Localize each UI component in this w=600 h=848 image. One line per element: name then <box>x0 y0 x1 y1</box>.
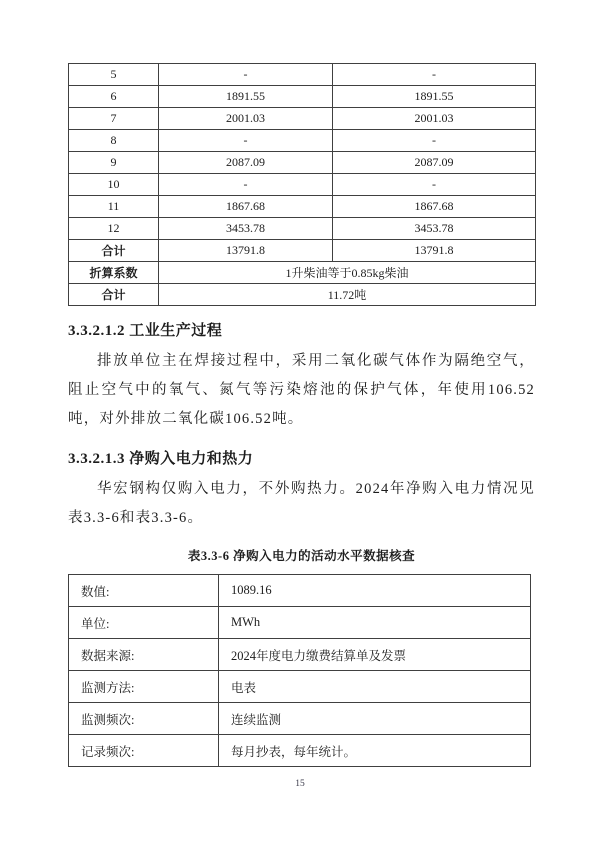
table-cell-label: 数值: <box>69 575 219 607</box>
table-cell-month: 12 <box>69 218 159 240</box>
diesel-consumption-table <box>68 63 536 306</box>
table-cell-value: 2087.09 <box>159 152 333 174</box>
table-cell-label: 监测频次: <box>69 703 219 735</box>
table-row <box>69 218 536 240</box>
page-content <box>68 63 535 767</box>
table-row-conversion-factor <box>69 262 536 284</box>
table-row <box>69 152 536 174</box>
table-cell-value: 1891.55 <box>159 86 333 108</box>
table-cell-value: 1891.55 <box>333 86 536 108</box>
table-row-total <box>69 240 536 262</box>
table-row <box>69 196 536 218</box>
table-cell-value: 1867.68 <box>333 196 536 218</box>
table-cell-value: - <box>159 174 333 196</box>
table-cell-value: 13791.8 <box>333 240 536 262</box>
table-cell-value: - <box>159 130 333 152</box>
table-row <box>69 130 536 152</box>
table-caption: 表3.3-6 净购入电力的活动水平数据核查 <box>187 549 416 563</box>
section-heading-industrial-process: 3.3.2.1.2 工业生产过程 <box>68 323 223 339</box>
table-cell-value: - <box>333 130 536 152</box>
table-cell-month: 9 <box>69 152 159 174</box>
table-row <box>69 575 531 607</box>
electricity-activity-data-table <box>68 574 531 767</box>
section-heading-purchased-electricity: 3.3.2.1.3 净购入电力和热力 <box>68 451 254 467</box>
table-cell-label: 记录频次: <box>69 735 219 767</box>
table-cell-month: 11 <box>69 196 159 218</box>
table-cell-label: 单位: <box>69 607 219 639</box>
table-cell-value: 2087.09 <box>333 152 536 174</box>
table-cell-month: 8 <box>69 130 159 152</box>
page-number: 15 <box>295 779 305 789</box>
table-cell-value: 每月抄表，每年统计。 <box>219 735 531 767</box>
table-cell-value: MWh <box>219 607 531 639</box>
table-row <box>69 703 531 735</box>
paragraph-purchased-electricity: 华宏钢构仅购入电力，不外购热力。2024年净购入电力情况见表3.3-6和表3.3-6。 <box>68 481 535 526</box>
table-cell-value: 2001.03 <box>159 108 333 130</box>
table-cell-label: 数据来源: <box>69 639 219 671</box>
table-cell-value: 3453.78 <box>333 218 536 240</box>
table-cell-conversion-label: 折算系数 <box>69 262 159 284</box>
table-cell-value: 连续监测 <box>219 703 531 735</box>
table-cell-value: 1089.16 <box>219 575 531 607</box>
table-cell-grand-total-value: 11.72吨 <box>159 284 536 306</box>
table-row <box>69 174 536 196</box>
table-cell-value: 2024年度电力缴费结算单及发票 <box>219 639 531 671</box>
table-cell-month: 6 <box>69 86 159 108</box>
table-cell-month: 5 <box>69 64 159 86</box>
table-cell-value: 13791.8 <box>159 240 333 262</box>
table-cell-value: - <box>333 64 536 86</box>
table-cell-value: 3453.78 <box>159 218 333 240</box>
table-cell-grand-total-label: 合计 <box>69 284 159 306</box>
table-cell-value: - <box>159 64 333 86</box>
table-row <box>69 607 531 639</box>
table-row <box>69 671 531 703</box>
table-row <box>69 735 531 767</box>
table-cell-conversion-value: 1升柴油等于0.85kg柴油 <box>159 262 536 284</box>
table-cell-value: - <box>333 174 536 196</box>
table-cell-value: 电表 <box>219 671 531 703</box>
table-row <box>69 86 536 108</box>
table-row <box>69 108 536 130</box>
table-row-grand-total <box>69 284 536 306</box>
table-row <box>69 639 531 671</box>
table-cell-value: 2001.03 <box>333 108 536 130</box>
table-cell-month: 7 <box>69 108 159 130</box>
paragraph-industrial-process: 排放单位主在焊接过程中，采用二氧化碳气体作为隔绝空气，阻止空气中的氧气、氮气等污染熔池的保护气体，年使用106.52吨，对外排放二氧化碳106.52吨。 <box>68 353 535 427</box>
table-cell-month: 10 <box>69 174 159 196</box>
table-row <box>69 64 536 86</box>
table-cell-total-label: 合计 <box>69 240 159 262</box>
table-cell-value: 1867.68 <box>159 196 333 218</box>
table-cell-label: 监测方法: <box>69 671 219 703</box>
